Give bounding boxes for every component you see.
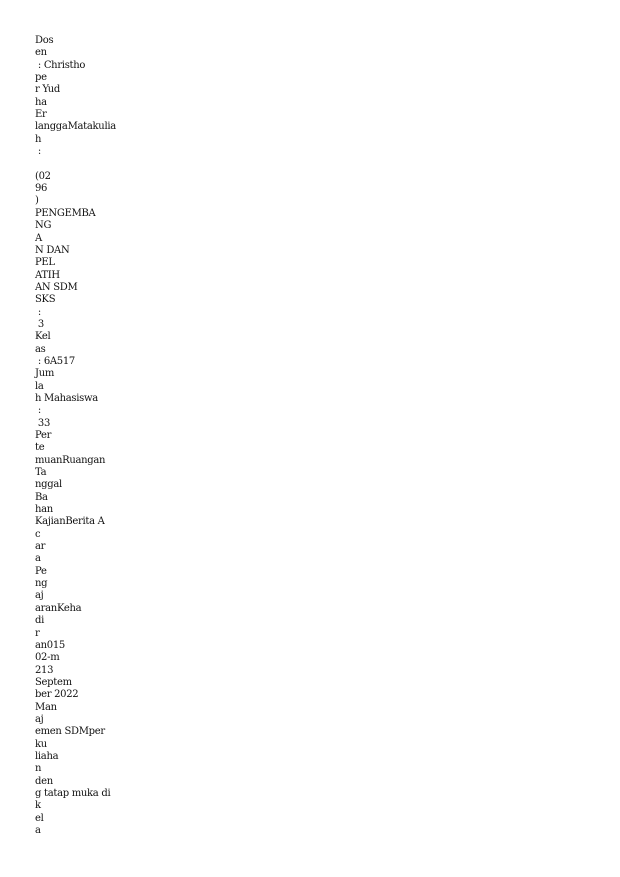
document-line: Kel [35,331,51,343]
document-line: r [35,627,40,639]
document-line: te [35,442,45,454]
document-line: 96 [35,183,48,195]
document-line: den [35,775,53,787]
document-line: c [35,528,41,540]
document-text-block [35,35,335,837]
document-line: as [35,343,46,355]
document-line: aranKeha [35,602,82,614]
document-line: aj [35,590,44,602]
document-line: h Mahasiswa [35,392,98,404]
document-line: ha [35,96,47,108]
document-line: : [35,306,41,318]
document-line: AN SDM [35,281,78,293]
document-line: Er [35,109,47,121]
document-line: a [35,553,41,565]
document-line [35,158,335,170]
document-line: N DAN [35,244,70,256]
document-line: ATIH [35,269,60,281]
document-line: r Yud [35,84,61,96]
document-line: Dos [35,35,54,46]
document-line: (02 [35,170,51,182]
document-line: muanRuangan [35,454,106,466]
document-line: n [35,763,42,775]
document-line: 213 [35,664,54,676]
document-line: el [35,812,44,824]
document-line: k [35,800,41,812]
document-line: ar [35,541,46,553]
document-line: h [35,133,42,145]
document-line: ku [35,738,47,750]
document-line: ng [35,578,48,590]
document-line: Per [35,430,52,441]
document-line: Septem [35,676,72,688]
document-line: 02-m [35,652,60,664]
document-line: la [35,380,44,392]
document-line: : Christho [35,59,86,71]
document-line: a [35,825,41,836]
document-line: emen SDMper [35,726,105,738]
document-line: aj [35,713,44,725]
document-line: Man [35,701,57,713]
document-line: han [35,504,53,516]
document-line: g tatap muka di [35,787,111,799]
document-line: SKS [35,294,56,306]
document-line: di [35,615,44,627]
document-line: ber 2022 [35,689,79,701]
document-line: KajianBerita A [35,516,105,528]
document-line: : 6A517 [35,355,75,367]
document-line: Ta [35,467,47,479]
document-line: ) [35,195,39,207]
document-line: A [35,232,42,244]
document-line: an015 [35,639,65,651]
document-line: 33 [35,417,51,429]
document-line: pe [35,72,47,84]
document-line: : [35,405,41,417]
document-line: nggal [35,479,62,491]
document-line: Pe [35,565,47,577]
document-line: en [35,47,47,59]
document-line: NG [35,220,52,232]
document-line: langgaMatakulia [35,121,116,133]
document-line: Ba [35,491,48,503]
document-line: : [35,146,41,158]
document-line: 3 [35,318,44,330]
document-line: Jum [35,368,55,380]
document-line: liaha [35,750,59,762]
document-line: PENGEMBA [35,207,96,219]
document-line: PEL [35,257,55,269]
